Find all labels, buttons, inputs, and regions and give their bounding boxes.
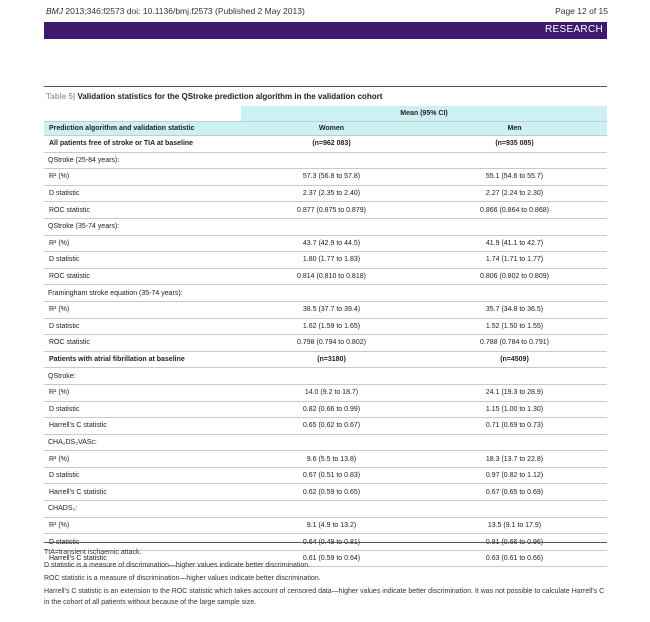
- table-row: [44, 252, 607, 269]
- men-value: 1.15 (1.00 to 1.30): [422, 401, 607, 418]
- women-value: 0.798 (0.794 to 0.802): [241, 335, 422, 352]
- stat-label: D statistic: [44, 401, 241, 418]
- women-value: 9.1 (4.9 to 13.2): [241, 517, 422, 534]
- table-row: [44, 335, 607, 352]
- footnote-rule: [44, 542, 607, 543]
- group-label: QStroke:: [44, 368, 607, 385]
- men-value: 1.74 (1.71 to 1.77): [422, 252, 607, 269]
- table-row: [44, 169, 607, 186]
- table-row: [44, 301, 607, 318]
- table-caption: [46, 92, 382, 101]
- table-row: [44, 268, 607, 285]
- section-banner: [44, 22, 607, 39]
- stat-label: R² (%): [44, 169, 241, 186]
- stat-label: R² (%): [44, 384, 241, 401]
- validation-table: [44, 106, 607, 567]
- men-value: 0.806 (0.802 to 0.809): [422, 268, 607, 285]
- table-row: [44, 202, 607, 219]
- table-row: [44, 401, 607, 418]
- women-value: 0.82 (0.66 to 0.99): [241, 401, 422, 418]
- table-number: Table 5|: [46, 92, 76, 101]
- page-number: Page 12 of 15: [555, 6, 608, 16]
- footnote-harrell-c: Harrell's C statistic is an extension to the ROC statistic which takes account of censored data—higher values indicate better discrimination. It was not possible to calculate Harrell's C in the cohort of all patients without because of the large sample size.: [44, 588, 605, 606]
- group-row: [44, 218, 607, 235]
- stat-label: D statistic: [44, 318, 241, 335]
- women-value: 9.6 (5.5 to 13.8): [241, 451, 422, 468]
- men-value: 24.1 (19.3 to 28.9): [422, 384, 607, 401]
- stat-label: R² (%): [44, 451, 241, 468]
- women-value: 1.80 (1.77 to 1.83): [241, 252, 422, 269]
- col-header-women: Women: [241, 122, 422, 136]
- table-row: [44, 185, 607, 202]
- table-row: [44, 517, 607, 534]
- stat-label: ROC statistic: [44, 202, 241, 219]
- men-value: 55.1 (54.6 to 55.7): [422, 169, 607, 186]
- women-value: 0.65 (0.62 to 0.67): [241, 418, 422, 435]
- group-row: [44, 501, 607, 518]
- stat-label: D statistic: [44, 185, 241, 202]
- men-value: 0.788 (0.784 to 0.791): [422, 335, 607, 352]
- stat-label: R² (%): [44, 301, 241, 318]
- group-row: [44, 152, 607, 169]
- journal-name: BMJ: [46, 6, 63, 16]
- caption-rule: [44, 86, 607, 87]
- stat-label: Harrell's C statistic: [44, 550, 241, 567]
- men-value: 0.97 (0.82 to 1.12): [422, 467, 607, 484]
- men-value: (n=4509): [422, 351, 607, 368]
- women-value: (n=962 083): [241, 136, 422, 153]
- stat-label: D statistic: [44, 534, 241, 551]
- table-row: [44, 318, 607, 335]
- women-value: 0.67 (0.51 to 0.83): [241, 467, 422, 484]
- group-row: [44, 285, 607, 302]
- table-row: [44, 467, 607, 484]
- footnote-d-statistic: D statistic is a measure of discrimination—higher values indicate better discrimination.: [44, 562, 311, 569]
- women-value: 38.5 (37.7 to 39.4): [241, 301, 422, 318]
- women-value: (n=3180): [241, 351, 422, 368]
- women-value: 0.62 (0.59 to 0.65): [241, 484, 422, 501]
- men-value: 0.71 (0.69 to 0.73): [422, 418, 607, 435]
- header-row-columns: [44, 122, 607, 136]
- stat-label: Harrell's C statistic: [44, 418, 241, 435]
- table-row: [44, 418, 607, 435]
- group-row: [44, 368, 607, 385]
- table-row: [44, 451, 607, 468]
- footnote-roc-statistic: ROC statistic is a measure of discrimination—higher values indicate better discrimination.: [44, 575, 321, 582]
- stat-label: R² (%): [44, 235, 241, 252]
- section-row: [44, 136, 607, 153]
- men-value: 13.5 (9.1 to 17.9): [422, 517, 607, 534]
- women-value: 2.37 (2.35 to 2.40): [241, 185, 422, 202]
- table-title: Validation statistics for the QStroke prediction algorithm in the validation cohort: [75, 92, 383, 101]
- women-value: 0.877 (0.875 to 0.879): [241, 202, 422, 219]
- stat-label: D statistic: [44, 467, 241, 484]
- women-value: 14.0 (9.2 to 18.7): [241, 384, 422, 401]
- group-label: CHADS₂:: [44, 501, 607, 518]
- section-label: Patients with atrial fibrillation at baseline: [44, 351, 241, 368]
- women-value: 43.7 (42.9 to 44.5): [241, 235, 422, 252]
- section-label: All patients free of stroke or TIA at baseline: [44, 136, 241, 153]
- group-label: Framingham stroke equation (35-74 years):: [44, 285, 607, 302]
- table-row: [44, 235, 607, 252]
- women-value: 57.3 (56.8 to 57.8): [241, 169, 422, 186]
- men-value: 0.81 (0.66 to 0.96): [422, 534, 607, 551]
- stat-label: ROC statistic: [44, 335, 241, 352]
- header-row-group: [44, 106, 607, 122]
- col-group-header: Mean (95% CI): [241, 106, 607, 122]
- men-value: 2.27 (2.24 to 2.30): [422, 185, 607, 202]
- footnote-tia: TIA=transient ischaemic attack.: [44, 549, 142, 556]
- men-value: 41.9 (41.1 to 42.7): [422, 235, 607, 252]
- citation-text: 2013;346:f2573 doi: 10.1136/bmj.f2573 (Published 2 May 2013): [63, 6, 305, 16]
- stat-label: ROC statistic: [44, 268, 241, 285]
- men-value: 1.52 (1.50 to 1.55): [422, 318, 607, 335]
- men-value: 35.7 (34.8 to 36.5): [422, 301, 607, 318]
- table-row: [44, 384, 607, 401]
- women-value: 0.64 (0.49 to 0.81): [241, 534, 422, 551]
- running-header-citation: [46, 6, 305, 16]
- stat-label: R² (%): [44, 517, 241, 534]
- women-value: 1.62 (1.59 to 1.65): [241, 318, 422, 335]
- men-value: (n=935 085): [422, 136, 607, 153]
- women-value: 0.61 (0.59 to 0.64): [241, 550, 422, 567]
- group-row: [44, 434, 607, 451]
- women-value: 0.814 (0.810 to 0.818): [241, 268, 422, 285]
- col-header-label: Prediction algorithm and validation statistic: [44, 122, 241, 136]
- group-label: CHA₂DS₂VASc:: [44, 434, 607, 451]
- section-row: [44, 351, 607, 368]
- men-value: 18.3 (13.7 to 22.8): [422, 451, 607, 468]
- men-value: 0.67 (0.65 to 0.69): [422, 484, 607, 501]
- section-label: RESEARCH: [545, 24, 603, 35]
- men-value: 0.866 (0.864 to 0.868): [422, 202, 607, 219]
- stat-label: Harrell's C statistic: [44, 484, 241, 501]
- group-label: QStroke (35-74 years):: [44, 218, 607, 235]
- col-header-men: Men: [422, 122, 607, 136]
- men-value: 0.63 (0.61 to 0.66): [422, 550, 607, 567]
- table-row: [44, 484, 607, 501]
- stat-label: D statistic: [44, 252, 241, 269]
- group-label: QStroke (25-84 years):: [44, 152, 607, 169]
